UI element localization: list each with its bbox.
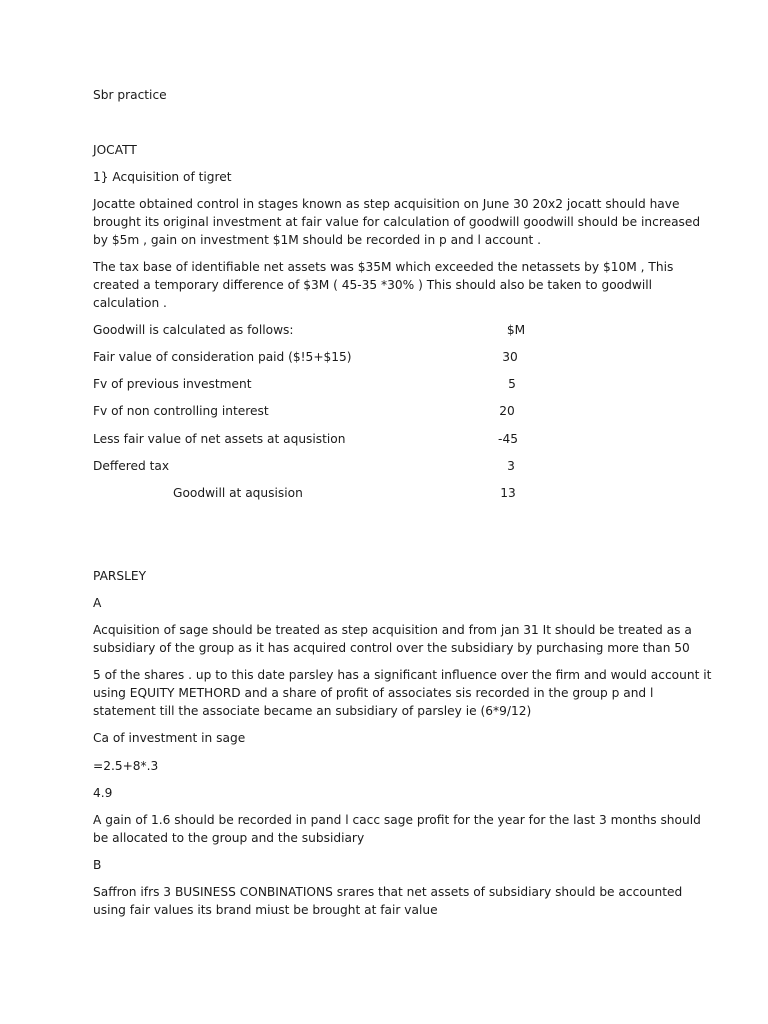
paragraph-line: created a temporary difference of $3M ( 45-35 *30% ) This should also be taken to goodwill	[93, 278, 652, 292]
paragraph-line: calculation .	[93, 296, 167, 310]
formula-line: =2.5+8*.3	[93, 759, 159, 773]
calc-row-label: Fv of previous investment	[93, 377, 252, 391]
calc-row-value: 3	[507, 459, 515, 473]
paragraph-line: The tax base of identifiable net assets was $35M which exceeded the netassets by $10M , This	[93, 260, 674, 274]
paragraph-line: using EQUITY METHORD and a share of profit of associates sis recorded in the group p and l	[93, 686, 654, 700]
paragraph-line: brought its original investment at fair value for calculation of goodwill goodwill should be increased	[93, 215, 701, 229]
part-label-a: A	[93, 596, 102, 610]
paragraph-line: statement till the associate became an subsidiary of parsley ie (6*9/12)	[93, 704, 532, 718]
calc-row-value: -45	[498, 432, 518, 446]
result-value: 4.9	[93, 786, 113, 800]
document-title: Sbr practice	[93, 88, 167, 102]
calc-row-value: 20	[499, 404, 515, 418]
item-heading: 1} Acquisition of tigret	[93, 170, 232, 184]
section-heading-jocatt: JOCATT	[93, 143, 137, 157]
calc-total-label: Goodwill at aqusision	[173, 486, 303, 500]
paragraph-line: Acquisition of sage should be treated as step acquisition and from jan 31 It should be treated as a	[93, 623, 692, 637]
ca-investment-label: Ca of investment in sage	[93, 731, 246, 745]
paragraph-line: be allocated to the group and the subsidiary	[93, 831, 365, 845]
calc-row-value: 30	[502, 350, 518, 364]
paragraph-line: subsidiary of the group as it has acquired control over the subsidiary by purchasing more than 50	[93, 641, 690, 655]
calc-total-value: 13	[500, 486, 516, 500]
paragraph-line: 5 of the shares . up to this date parsley has a significant influence over the firm and would account it	[93, 668, 712, 682]
part-label-b: B	[93, 858, 102, 872]
calc-header-label: Goodwill is calculated as follows:	[93, 323, 294, 337]
calc-row-value: 5	[508, 377, 516, 391]
paragraph-line: by $5m , gain on investment $1M should be recorded in p and l account .	[93, 233, 542, 247]
calc-row-label: Fair value of consideration paid ($!5+$15)	[93, 350, 352, 364]
paragraph-line: using fair values its brand miust be brought at fair value	[93, 903, 438, 917]
paragraph-line: Saffron ifrs 3 BUSINESS CONBINATIONS srares that net assets of subsidiary should be accounted	[93, 885, 683, 899]
calc-row-label: Fv of non controlling interest	[93, 404, 269, 418]
section-heading-parsley: PARSLEY	[93, 569, 147, 583]
calc-row-label: Less fair value of net assets at aqusistion	[93, 432, 346, 446]
calc-header-unit: $M	[506, 323, 526, 337]
paragraph-line: Jocatte obtained control in stages known as step acquisition on June 30 20x2 jocatt should have	[93, 197, 680, 211]
paragraph-line: A gain of 1.6 should be recorded in pand l cacc sage profit for the year for the last 3 months should	[93, 813, 701, 827]
calc-row-label: Deffered tax	[93, 459, 170, 473]
